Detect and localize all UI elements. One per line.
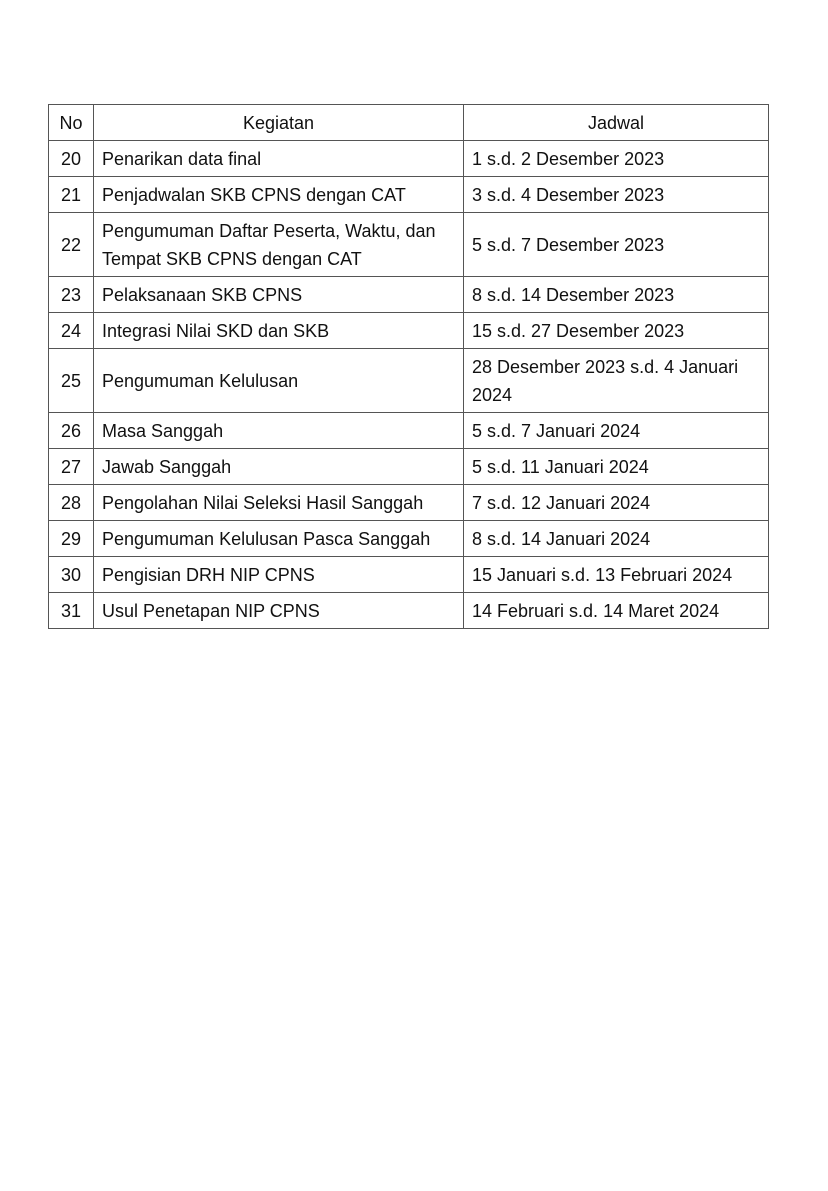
row-jadwal: 1 s.d. 2 Desember 2023	[464, 141, 769, 177]
table-row	[49, 141, 769, 177]
table-header-row	[49, 105, 769, 141]
row-no: 25	[49, 349, 94, 413]
schedule-table	[48, 104, 769, 629]
table-row	[49, 313, 769, 349]
row-kegiatan: Masa Sanggah	[94, 413, 464, 449]
row-jadwal: 28 Desember 2023 s.d. 4 Januari 2024	[464, 349, 769, 413]
table-row	[49, 521, 769, 557]
table-row	[49, 177, 769, 213]
row-no: 20	[49, 141, 94, 177]
row-no: 26	[49, 413, 94, 449]
row-jadwal: 3 s.d. 4 Desember 2023	[464, 177, 769, 213]
header-no: No	[49, 105, 94, 141]
table-row	[49, 557, 769, 593]
row-no: 30	[49, 557, 94, 593]
row-jadwal: 15 s.d. 27 Desember 2023	[464, 313, 769, 349]
row-jadwal: 5 s.d. 7 Januari 2024	[464, 413, 769, 449]
row-jadwal: 5 s.d. 7 Desember 2023	[464, 213, 769, 277]
table-row	[49, 349, 769, 413]
row-no: 31	[49, 593, 94, 629]
row-no: 29	[49, 521, 94, 557]
row-kegiatan: Penjadwalan SKB CPNS dengan CAT	[94, 177, 464, 213]
row-no: 24	[49, 313, 94, 349]
row-kegiatan: Usul Penetapan NIP CPNS	[94, 593, 464, 629]
row-no: 27	[49, 449, 94, 485]
row-kegiatan: Integrasi Nilai SKD dan SKB	[94, 313, 464, 349]
table-row	[49, 213, 769, 277]
row-no: 23	[49, 277, 94, 313]
table-row	[49, 277, 769, 313]
row-kegiatan: Pengisian DRH NIP CPNS	[94, 557, 464, 593]
table-row	[49, 593, 769, 629]
header-jadwal: Jadwal	[464, 105, 769, 141]
row-jadwal: 15 Januari s.d. 13 Februari 2024	[464, 557, 769, 593]
table-row	[49, 413, 769, 449]
row-jadwal: 5 s.d. 11 Januari 2024	[464, 449, 769, 485]
header-kegiatan: Kegiatan	[94, 105, 464, 141]
row-kegiatan: Pengumuman Daftar Peserta, Waktu, dan Tempat SKB CPNS dengan CAT	[94, 213, 464, 277]
row-kegiatan: Pelaksanaan SKB CPNS	[94, 277, 464, 313]
row-jadwal: 8 s.d. 14 Januari 2024	[464, 521, 769, 557]
row-kegiatan: Pengumuman Kelulusan Pasca Sanggah	[94, 521, 464, 557]
row-kegiatan: Pengumuman Kelulusan	[94, 349, 464, 413]
row-no: 22	[49, 213, 94, 277]
row-kegiatan: Pengolahan Nilai Seleksi Hasil Sanggah	[94, 485, 464, 521]
row-no: 21	[49, 177, 94, 213]
row-jadwal: 8 s.d. 14 Desember 2023	[464, 277, 769, 313]
table-row	[49, 449, 769, 485]
row-kegiatan: Jawab Sanggah	[94, 449, 464, 485]
row-jadwal: 14 Februari s.d. 14 Maret 2024	[464, 593, 769, 629]
row-no: 28	[49, 485, 94, 521]
row-kegiatan: Penarikan data final	[94, 141, 464, 177]
table-row	[49, 485, 769, 521]
row-jadwal: 7 s.d. 12 Januari 2024	[464, 485, 769, 521]
